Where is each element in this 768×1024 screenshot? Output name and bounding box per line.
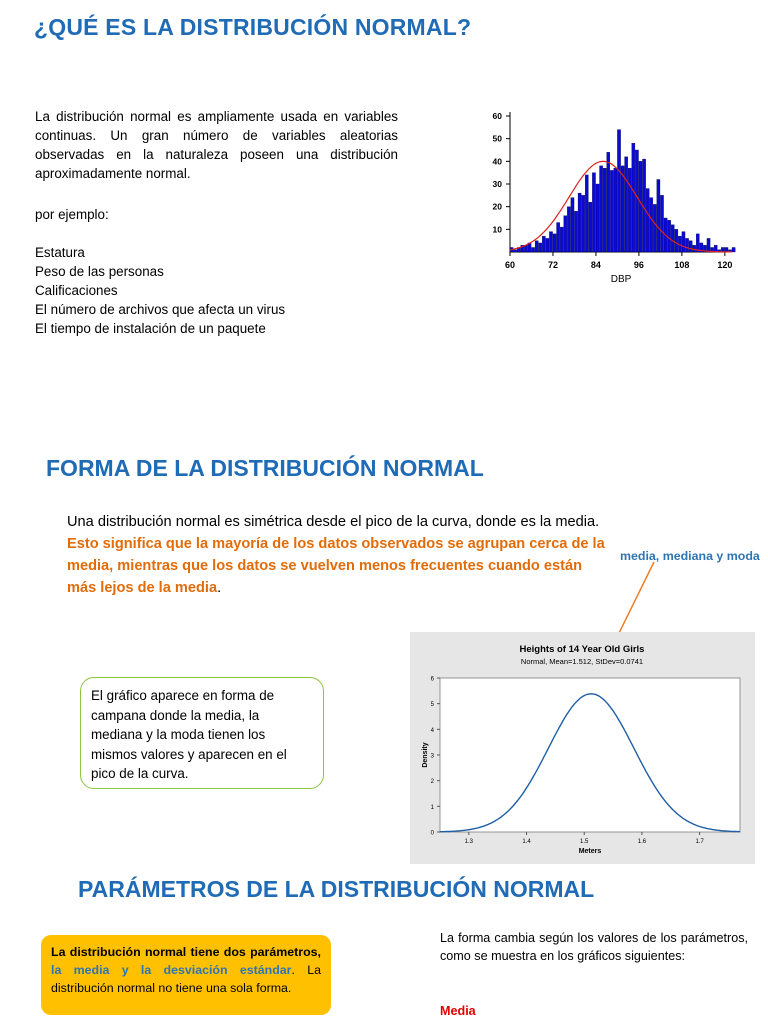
y-tick-label: 6 bbox=[430, 676, 434, 683]
histogram-bar bbox=[685, 238, 688, 252]
histogram-bar bbox=[539, 243, 542, 252]
histogram-bar bbox=[546, 238, 549, 252]
plot-area bbox=[440, 678, 740, 832]
histogram-bar bbox=[625, 157, 628, 252]
params-bold: La distribución normal tiene dos parámetros, bbox=[51, 945, 321, 959]
histogram-bar bbox=[668, 220, 671, 252]
histogram-bar bbox=[693, 245, 696, 252]
examples-block bbox=[35, 205, 285, 338]
histogram-bar bbox=[707, 238, 710, 252]
histogram-bar bbox=[682, 232, 685, 252]
x-tick-label: 60 bbox=[504, 260, 516, 270]
section-title-what-is: ¿QUÉ ES LA DISTRIBUCIÓN NORMAL? bbox=[34, 14, 472, 40]
bell-shape-note: El gráfico aparece en forma de campana donde la media, la mediana y la moda tienen los mismos valores y aparecen en el pico de la curva. bbox=[80, 677, 324, 789]
histogram-bar bbox=[571, 198, 574, 252]
x-tick-label: 108 bbox=[674, 260, 690, 270]
histogram-bar bbox=[531, 247, 534, 252]
params-blue: la media y la desviación estándar bbox=[51, 963, 292, 977]
media-label: Media bbox=[440, 1004, 476, 1018]
y-tick-label: 0 bbox=[430, 830, 434, 837]
histogram-bar bbox=[617, 130, 620, 252]
histogram-bar bbox=[549, 232, 552, 252]
x-axis-label: Meters bbox=[578, 848, 602, 855]
y-tick-label: 2 bbox=[430, 779, 434, 786]
heights-density-chart bbox=[410, 632, 755, 864]
parameters-note bbox=[41, 935, 331, 1015]
histogram-bar bbox=[653, 204, 656, 252]
x-axis-label: DBP bbox=[610, 274, 632, 285]
chart-subtitle: Normal, Mean=1.512, StDev=0.0741 bbox=[520, 657, 644, 666]
example-item: El tiempo de instalación de un paquete bbox=[35, 321, 266, 336]
histogram-bar bbox=[632, 143, 635, 252]
histogram-bar bbox=[657, 179, 660, 252]
y-tick-label: 10 bbox=[492, 224, 502, 235]
histogram-bar bbox=[560, 227, 563, 252]
y-axis-label: Density bbox=[422, 742, 429, 768]
histogram-bar bbox=[553, 234, 556, 252]
histogram-bar bbox=[582, 195, 585, 252]
example-item: Estatura bbox=[35, 245, 85, 260]
mean-median-mode-callout: media, mediana y moda bbox=[620, 549, 760, 563]
example-item: Calificaciones bbox=[35, 283, 118, 298]
y-tick-label: 60 bbox=[492, 111, 502, 121]
histogram-bar bbox=[732, 247, 735, 252]
histogram-bar bbox=[614, 168, 617, 252]
y-tick-label: 40 bbox=[492, 156, 502, 167]
x-tick-label: 1.5 bbox=[580, 839, 589, 845]
x-tick-label: 1.3 bbox=[464, 839, 474, 845]
y-tick-label: 20 bbox=[492, 201, 502, 212]
histogram-bar bbox=[585, 175, 588, 252]
histogram-bar bbox=[689, 241, 692, 252]
y-tick-label: 4 bbox=[430, 727, 434, 734]
example-item: El número de archivos que afecta un virus bbox=[35, 302, 286, 317]
chart-title: Heights of 14 Year Old Girls bbox=[519, 644, 645, 655]
histogram-bar bbox=[660, 195, 663, 252]
histogram-bar bbox=[542, 236, 545, 252]
y-tick-label: 3 bbox=[430, 753, 434, 760]
section-title-parameters: PARÁMETROS DE LA DISTRIBUCIÓN NORMAL bbox=[78, 876, 595, 902]
histogram-bar bbox=[646, 189, 649, 252]
y-tick-label: 1 bbox=[430, 804, 434, 811]
x-tick-label: 96 bbox=[633, 260, 644, 270]
x-tick-label: 1.7 bbox=[695, 839, 704, 845]
histogram-bar bbox=[610, 170, 613, 252]
histogram-bar bbox=[600, 166, 603, 252]
intro-paragraph: La distribución normal es ampliamente usada en variables continuas. Un gran número de variables aleatorias observadas en la naturaleza poseen una distribución aproximadamente normal. bbox=[35, 109, 398, 181]
dbp-histogram bbox=[470, 108, 750, 293]
symmetry-end: . bbox=[217, 580, 222, 596]
histogram-bar bbox=[675, 229, 678, 252]
example-label: por ejemplo: bbox=[35, 207, 109, 222]
symmetry-paragraph bbox=[67, 511, 607, 599]
histogram-bar bbox=[621, 166, 624, 252]
x-tick-label: 84 bbox=[590, 260, 601, 270]
symmetry-highlight: Esto significa que la mayoría de los datos observados se agrupan cerca de la media, mientras que los datos se vuelven menos frecuentes cuando están más lejos de la media bbox=[67, 536, 605, 596]
y-tick-label: 5 bbox=[430, 702, 434, 709]
x-tick-label: 1.6 bbox=[637, 839, 647, 845]
shape-changes-text: La forma cambia según los valores de los parámetros, como se muestra en los gráficos siguientes: bbox=[440, 931, 748, 963]
histogram-bar bbox=[535, 241, 538, 252]
histogram-bar bbox=[696, 234, 699, 252]
histogram-bar bbox=[567, 207, 570, 252]
histogram-bar bbox=[578, 193, 581, 252]
histogram-bar bbox=[714, 245, 717, 252]
section-title-shape: FORMA DE LA DISTRIBUCIÓN NORMAL bbox=[46, 455, 484, 481]
symmetry-text: Una distribución normal es simétrica desde el pico de la curva, donde es la media. bbox=[67, 514, 600, 530]
histogram-bar bbox=[607, 152, 610, 252]
histogram-bar bbox=[557, 223, 560, 252]
histogram-bar bbox=[603, 168, 606, 252]
histogram-bar bbox=[564, 216, 567, 252]
histogram-bar bbox=[596, 184, 599, 252]
histogram-bar bbox=[628, 168, 631, 252]
x-tick-label: 1.4 bbox=[522, 839, 531, 845]
y-tick-label: 50 bbox=[492, 133, 502, 144]
histogram-bar bbox=[592, 173, 595, 252]
histogram-bar bbox=[639, 161, 642, 252]
y-tick-label: 30 bbox=[492, 179, 502, 189]
histogram-bar bbox=[589, 202, 592, 252]
x-tick-label: 120 bbox=[717, 260, 733, 270]
histogram-bar bbox=[514, 250, 517, 252]
histogram-bar bbox=[650, 198, 653, 252]
params-rest: . La distribución normal no tiene una sola forma. bbox=[51, 963, 321, 995]
x-tick-label: 72 bbox=[547, 260, 558, 270]
histogram-bar bbox=[671, 225, 674, 252]
histogram-bar bbox=[635, 150, 638, 252]
histogram-bar bbox=[574, 211, 577, 252]
example-item: Peso de las personas bbox=[35, 264, 164, 279]
